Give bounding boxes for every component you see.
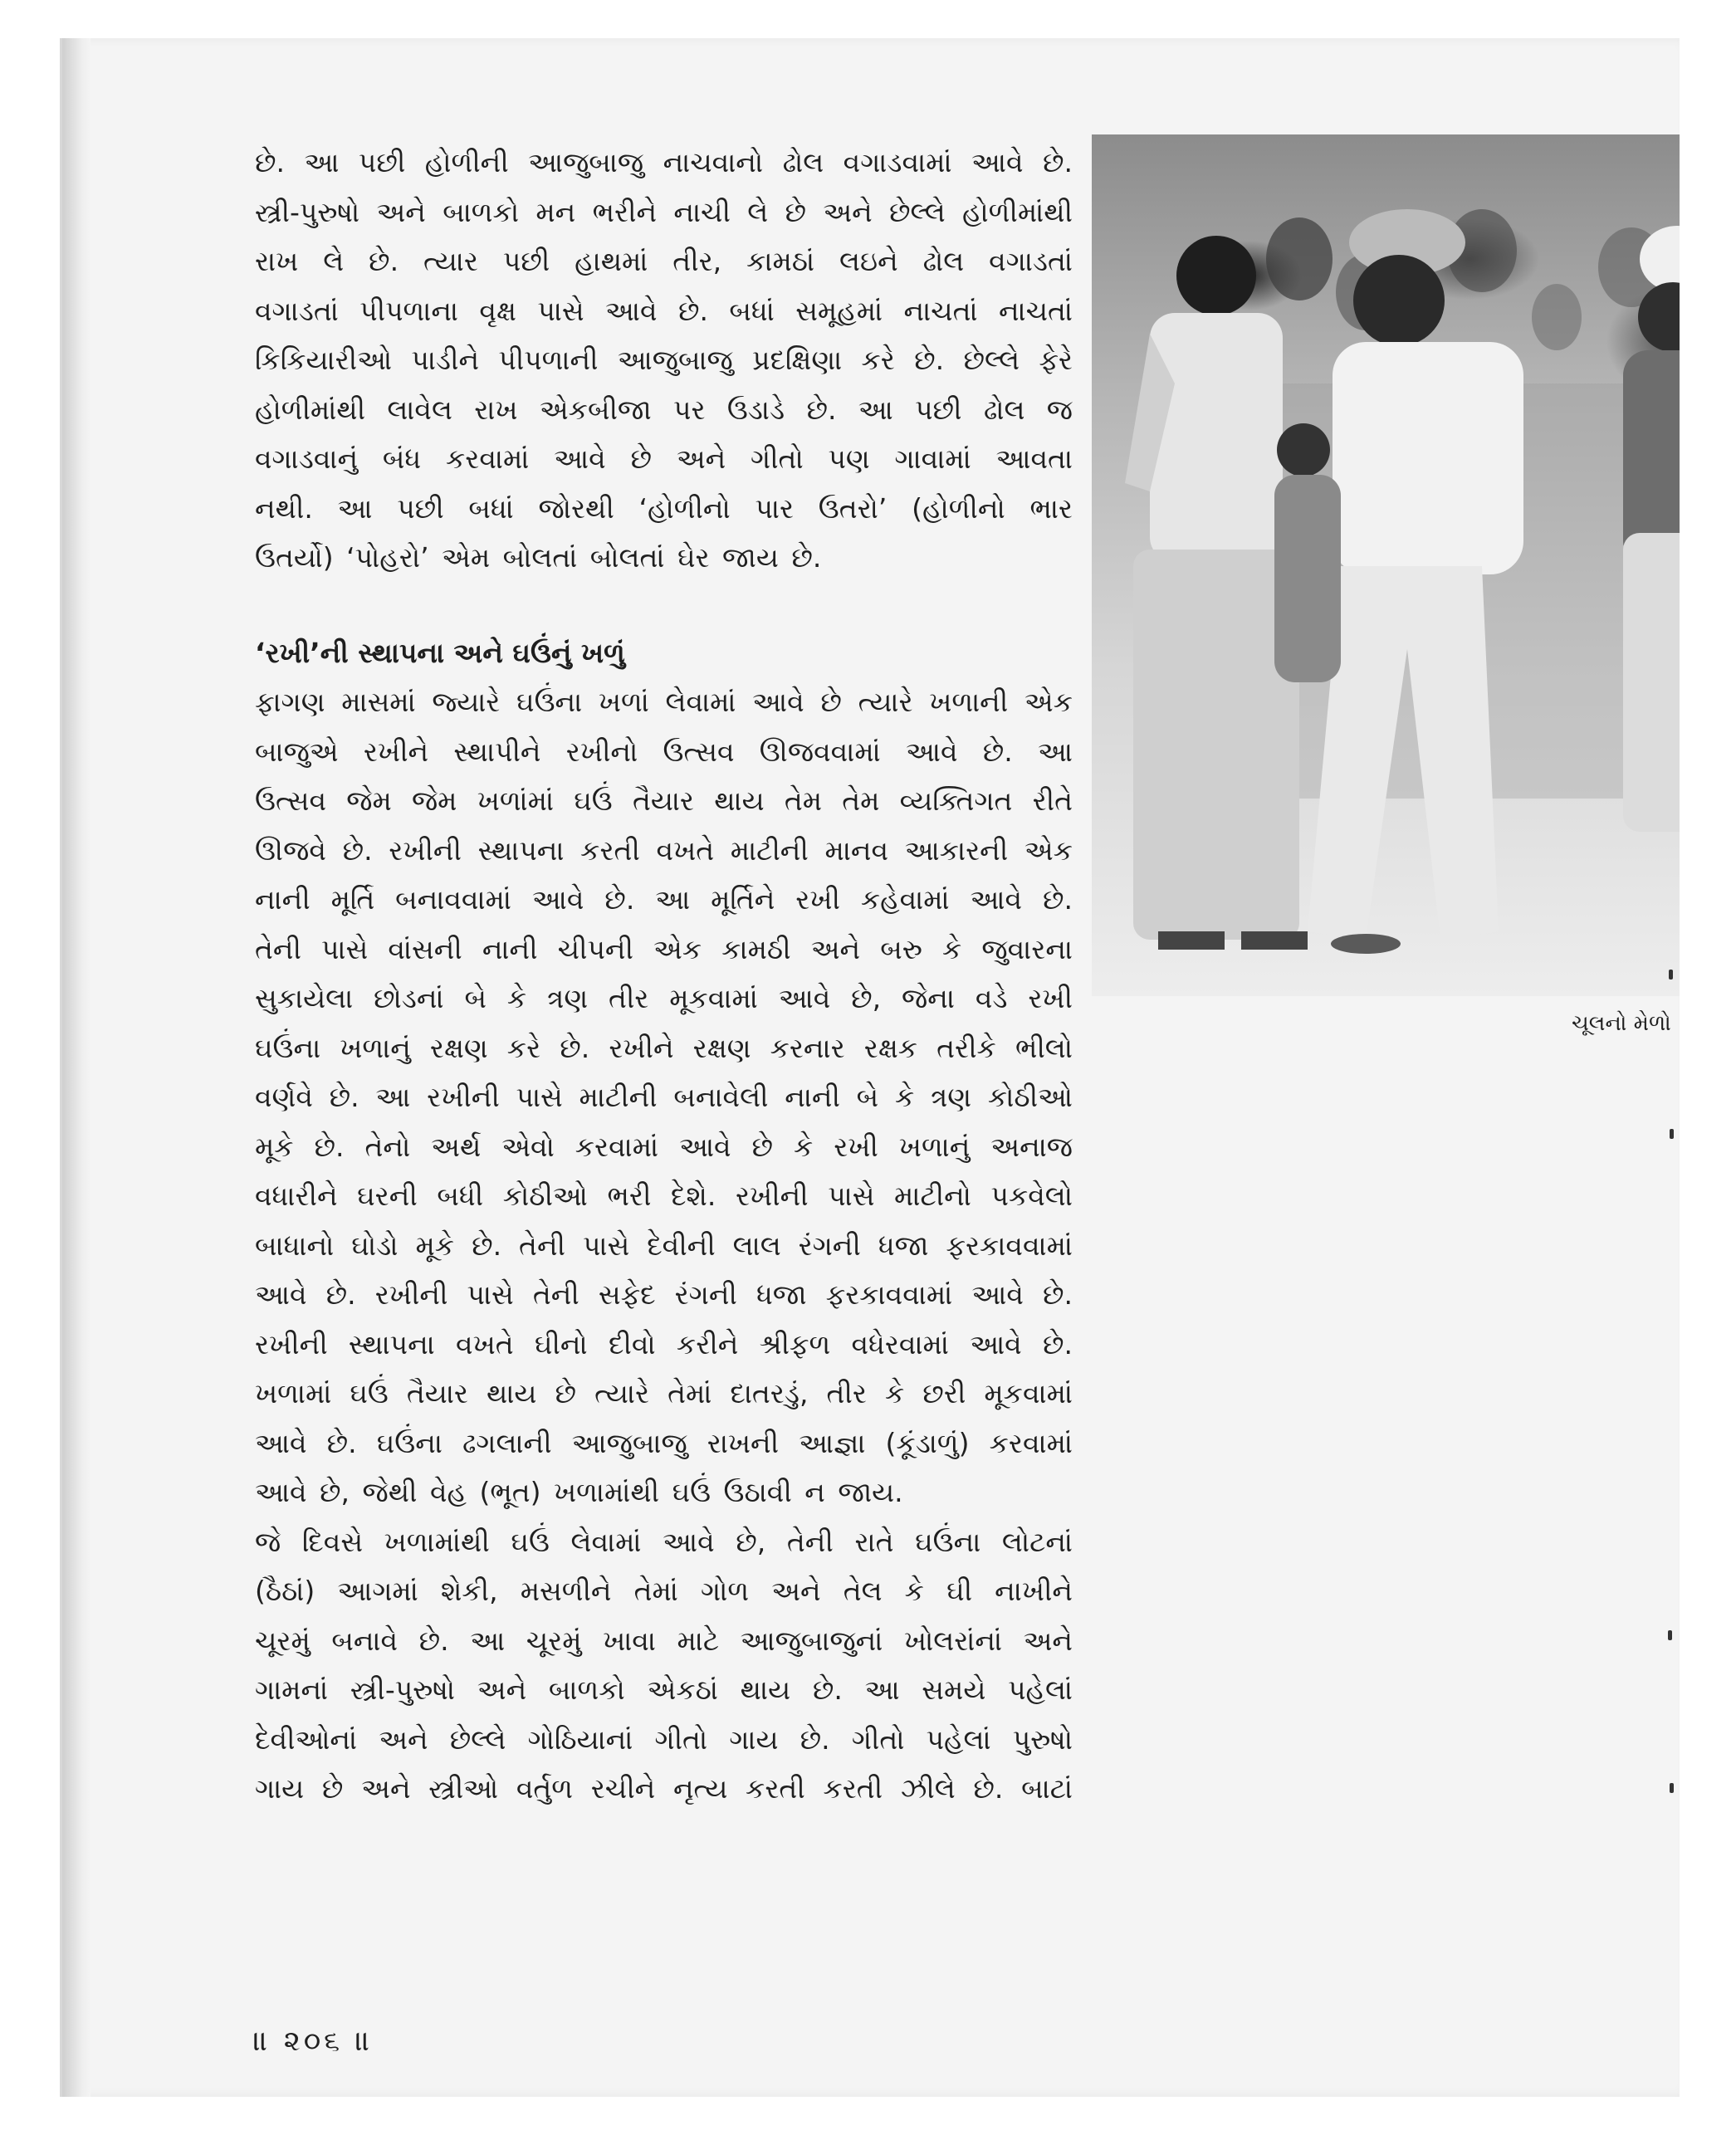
text-line: આવે છે. ઘઉંના ઢગલાની આજુબાજુ રાખની આજ્ઞા (કૂંડાળું) કરવામાં <box>255 1426 1073 1459</box>
text-line: બાધાનો ઘોડો મૂકે છે. તેની પાસે દેવીની લાલ રંગની ધજા ફરકાવવામાં <box>255 1229 1073 1262</box>
section-heading: ‘રખી’ની સ્થાપના અને ઘઉંનું ખળું <box>255 636 625 669</box>
text-line: નાની મૂર્તિ બનાવવામાં આવે છે. આ મૂર્તિને રખી કહેવામાં આવે છે. <box>255 883 1073 916</box>
text-line: ગામનાં સ્ત્રી-પુરુષો અને બાળકો એકઠાં થાય છે. આ સમયે પહેલાં <box>255 1673 1073 1706</box>
page-number: ॥ ૨૦૬ ॥ <box>253 2025 374 2058</box>
scan-speck <box>1669 970 1673 980</box>
text-line: ગાય છે અને સ્ત્રીઓ વર્તુળ રચીને નૃત્ય કરતી કરતી ઝીલે છે. બાટાં <box>255 1772 1073 1805</box>
text-line: ફાગણ માસમાં જ્યારે ઘઉંના ખળાં લેવામાં આવે છે ત્યારે ખળાની એક <box>255 686 1073 718</box>
text-line: કિકિયારીઓ પાડીને પીપળાની આજુબાજુ પ્રદક્ષિણા કરે છે. છેલ્લે ફેરે <box>255 344 1073 376</box>
text-line: જે દિવસે ખળામાંથી ઘઉં લેવામાં આવે છે, તેની રાતે ઘઉંના લોટનાં <box>255 1525 1073 1558</box>
text-line: ઉત્સવ જેમ જેમ ખળાંમાં ઘઉં તૈયાર થાય તેમ તેમ વ્યક્તિગત રીતે <box>255 784 1073 817</box>
text-line: દેવીઓનાં અને છેલ્લે ગોઠિયાનાં ગીતો ગાય છે. ગીતો પહેલાં પુરુષો <box>255 1722 1073 1756</box>
text-line: વધારીને ઘરની બધી કોઠીઓ ભરી દેશે. રખીની પાસે માટીનો પકવેલો <box>255 1180 1073 1212</box>
scan-speck <box>1670 1783 1674 1793</box>
text-line: વગાડતાં પીપળાના વૃક્ષ પાસે આવે છે. બધાં સમૂહમાં નાચતાં નાચતાં <box>255 294 1073 327</box>
text-line: ઘઉંના ખળાનું રક્ષણ કરે છે. રખીને રક્ષણ કરનાર રક્ષક તરીકે ભીલો <box>255 1031 1073 1064</box>
text-line: મૂકે છે. તેનો અર્થ એવો કરવામાં આવે છે કે રખી ખળાનું અનાજ <box>255 1130 1073 1163</box>
text-line: રખીની સ્થાપના વખતે ઘીનો દીવો કરીને શ્રીફળ વધેરવામાં આવે છે. <box>255 1327 1073 1361</box>
photo-caption: ચૂલનો મેળો <box>1572 1011 1671 1036</box>
scan-speck <box>1668 1630 1672 1640</box>
paragraph-1 <box>255 138 1073 583</box>
text-line: વર્ણવે છે. આ રખીની પાસે માટીની બનાવેલી નાની બે કે ત્રણ કોઠીઓ <box>255 1081 1073 1113</box>
book-page <box>60 38 1680 2097</box>
text-line: ખળામાં ઘઉં તૈયાર થાય છે ત્યારે તેમાં દાતરડું, તીર કે છરી મૂકવામાં <box>255 1377 1073 1409</box>
festival-photo <box>1092 134 1680 996</box>
text-line: તેની પાસે વાંસની નાની ચીપની એક કામઠી અને બરુ કે જુવારના <box>255 932 1073 965</box>
photo-illustration <box>1092 134 1680 996</box>
binding-shadow <box>62 38 90 2097</box>
text-line: (ઠૈઠાં) આગમાં શેકી, મસળીને તેમાં ગોળ અને તેલ કે ઘી નાખીને <box>255 1575 1073 1607</box>
paragraph-2 <box>255 677 1073 1517</box>
text-line: છે. આ પછી હોળીની આજુબાજુ નાચવાનો ઢોલ વગાડવામાં આવે છે. <box>255 146 1073 178</box>
text-line: ઊજવે છે. રખીની સ્થાપના કરતી વખતે માટીની માનવ આકારની એક <box>255 833 1073 867</box>
scan-speck <box>1670 1129 1674 1139</box>
text-line: સુકાયેલા છોડનાં બે કે ત્રણ તીર મૂકવામાં આવે છે, જેના વડે રખી <box>255 982 1073 1014</box>
paragraph-3 <box>255 1517 1073 1814</box>
text-column <box>255 138 1073 1814</box>
text-line: હોળીમાંથી લાવેલ રાખ એકબીજા પર ઉડાડે છે. આ પછી ઢોલ જ <box>255 393 1073 426</box>
text-line: વગાડવાનું બંધ કરવામાં આવે છે અને ગીતો પણ ગાવામાં આવતા <box>255 442 1073 475</box>
text-line: આવે છે. રખીની પાસે તેની સફેદ રંગની ધજા ફરકાવવામાં આવે છે. <box>255 1278 1073 1311</box>
text-line: ચૂરમું બનાવે છે. આ ચૂરમું ખાવા માટે આજુબાજુનાં ખોલરાંનાં અને <box>255 1624 1073 1657</box>
text-line: રાખ લે છે. ત્યાર પછી હાથમાં તીર, કામઠાં લઇને ઢોલ વગાડતાં <box>255 245 1073 277</box>
text-line: આવે છે, જેથી વેહ (ભૂત) ખળામાંથી ઘઉં ઉઠાવી ન જાય. <box>255 1476 903 1508</box>
text-line: સ્ત્રી-પુરુષો અને બાળકો મન ભરીને નાચી લે છે અને છેલ્લે હોળીમાંથી <box>255 195 1073 228</box>
text-line: બાજુએ રખીને સ્થાપીને રખીનો ઉત્સવ ઊજવવામાં આવે છે. આ <box>255 735 1073 768</box>
text-line: નથી. આ પછી બધાં જોરથી ‘હોળીનો પાર ઉતરો’ (હોળીનો ભાર <box>255 491 1073 525</box>
text-line: ઉતર્યો) ‘પોહરો’ એમ બોલતાં બોલતાં ઘેર જાય છે. <box>255 541 822 574</box>
